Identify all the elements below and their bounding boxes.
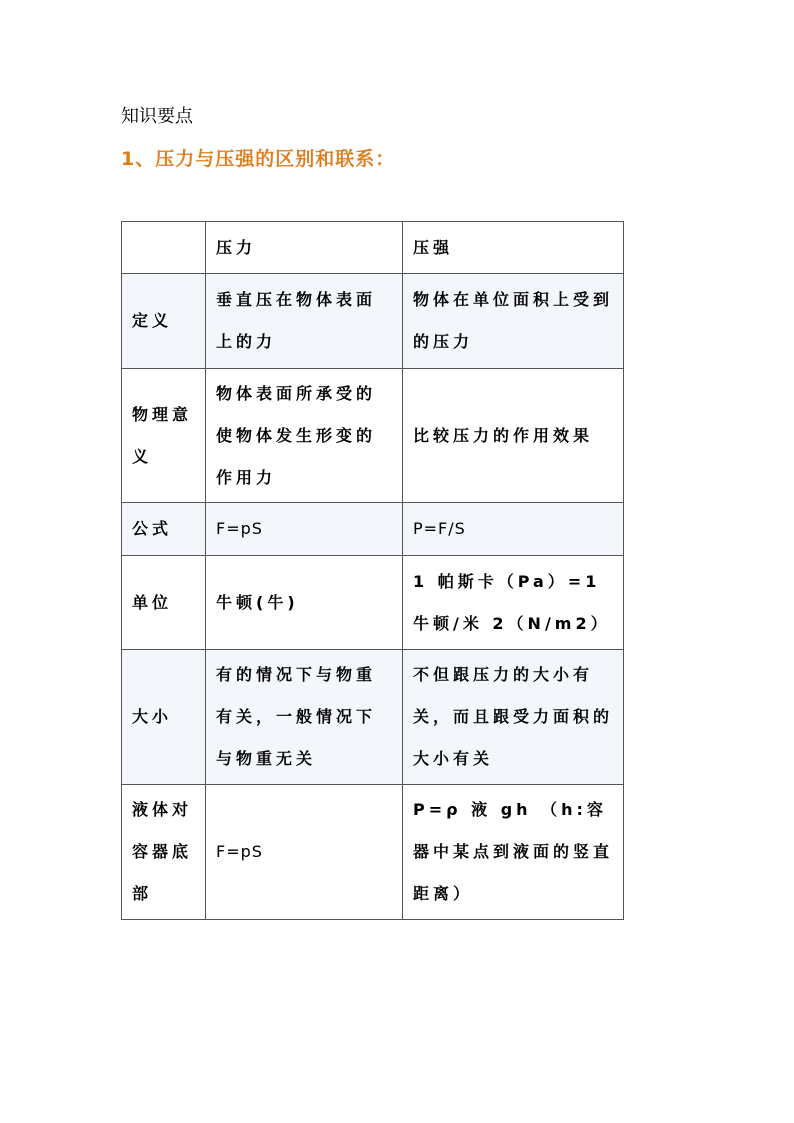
table-row-formula [122,503,624,556]
comparison-table [121,221,624,920]
table-row-physical-meaning [122,369,624,503]
pressure-cell: P=F/S [403,503,624,556]
pressure-cell: 不但跟压力的大小有关，而且跟受力面积的大小有关 [403,650,624,785]
pressure-cell: 1 帕斯卡（Pa）=1 牛顿/米 2（N/m2） [403,556,624,650]
pressure-force-cell: F=pS [206,503,403,556]
section-heading: 知识要点 [121,106,193,127]
pressure-cell: 比较压力的作用效果 [403,369,624,503]
pressure-force-cell: 有的情况下与物重有关，一般情况下与物重无关 [206,650,403,785]
header-cell-pressure-force: 压力 [206,222,403,274]
pressure-force-cell: 物体表面所承受的使物体发生形变的作用力 [206,369,403,503]
pressure-force-cell: F=pS [206,785,403,920]
row-label-cell: 单位 [122,556,206,650]
pressure-force-cell: 牛顿(牛) [206,556,403,650]
row-label-cell: 公式 [122,503,206,556]
pressure-cell: 物体在单位面积上受到的压力 [403,274,624,369]
header-cell-empty [122,222,206,274]
row-label-cell: 定义 [122,274,206,369]
pressure-force-cell: 垂直压在物体表面上的力 [206,274,403,369]
table-row-magnitude [122,650,624,785]
row-label-cell: 大小 [122,650,206,785]
table-row-definition [122,274,624,369]
header-cell-pressure: 压强 [403,222,624,274]
table-row-unit [122,556,624,650]
row-label-cell: 液体对容器底部 [122,785,206,920]
table-row-liquid-container-bottom [122,785,624,920]
pressure-cell: P=ρ 液 gh （h:容器中某点到液面的竖直距离） [403,785,624,920]
subsection-title: 1、压力与压强的区别和联系： [121,148,396,170]
row-label-cell: 物理意义 [122,369,206,503]
table-header-row [122,222,624,274]
